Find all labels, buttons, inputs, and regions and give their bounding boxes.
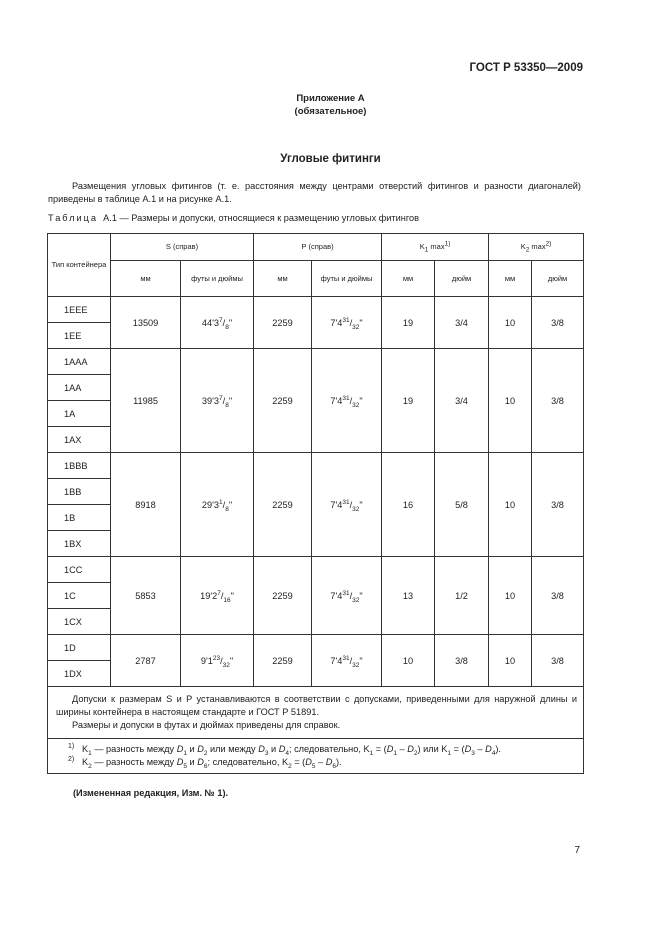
document-header: ГОСТ Р 53350—2009 <box>469 62 583 74</box>
header-p-ftin: футы и дюймы <box>312 261 382 297</box>
header-type: Тип контейнера <box>48 234 111 297</box>
k1-inch-cell: 3/4 <box>435 349 489 453</box>
header-k2-inch: дюйм <box>532 261 584 297</box>
s-mm-cell: 8918 <box>111 453 181 557</box>
fittings-table <box>47 233 584 774</box>
s-mm-cell: 5853 <box>111 557 181 635</box>
container-type-cell: 1BX <box>48 531 111 557</box>
table-row <box>48 349 584 375</box>
footnote-2: 2) $K_2$ — разность между $D_5$ и $D_6$; следовательно, $K_2 = (D_5 - D_6)$. <box>68 756 342 770</box>
table-notes <box>48 687 584 739</box>
s-mm-cell: 2787 <box>111 635 181 687</box>
s-ftin-cell: $44'3^7/_8$" <box>181 297 254 349</box>
container-type-cell: 1B <box>48 505 111 531</box>
footnote-1: 1) $K_1$ — разность между $D_1$ и $D_2$ или между $D_3$ и $D_4$; следовательно, $K_1 = (D_1 - D_2)$ или $K_1 = (D_3 - D_4)$. <box>68 743 501 757</box>
container-type-cell: 1D <box>48 635 111 661</box>
header-k1: $K_1$ $\max^{1)}$ <box>382 234 489 261</box>
k2-inch-cell: 3/8 <box>532 297 584 349</box>
header-k1-mm: мм <box>382 261 435 297</box>
p-mm-cell: 2259 <box>254 557 312 635</box>
k1-inch-cell: 3/8 <box>435 635 489 687</box>
p-mm-cell: 2259 <box>254 297 312 349</box>
k2-mm-cell: 10 <box>489 297 532 349</box>
p-mm-cell: 2259 <box>254 635 312 687</box>
s-ftin-cell: $29'3^1/_8$" <box>181 453 254 557</box>
container-type-cell: 1EEE <box>48 297 111 323</box>
k1-mm-cell: 19 <box>382 297 435 349</box>
s-mm-cell: 13509 <box>111 297 181 349</box>
s-ftin-cell: $9'1^{23}/_{32}$" <box>181 635 254 687</box>
page-number: 7 <box>574 845 580 856</box>
k2-inch-cell: 3/8 <box>532 635 584 687</box>
container-type-cell: 1A <box>48 401 111 427</box>
k2-mm-cell: 10 <box>489 557 532 635</box>
container-type-cell: 1C <box>48 583 111 609</box>
table-body <box>48 297 584 687</box>
container-type-cell: 1CX <box>48 609 111 635</box>
table-caption-number: А.1 <box>103 213 117 223</box>
k1-inch-cell: 1/2 <box>435 557 489 635</box>
header-s-mm: мм <box>111 261 181 297</box>
s-mm-cell: 11985 <box>111 349 181 453</box>
header-s-ftin: футы и дюймы <box>181 261 254 297</box>
k1-mm-cell: 16 <box>382 453 435 557</box>
note-tolerances: Допуски к размерам S и P устанавливаются в соответствии с допусками, приведенными для наружной длины и ширины контейнера в настоящем стандарте и ГОСТ Р 51891. <box>56 694 578 717</box>
header-s: S (справ) <box>111 234 254 261</box>
k2-mm-cell: 10 <box>489 635 532 687</box>
header-k2-mm: мм <box>489 261 532 297</box>
container-type-cell: 1CC <box>48 557 111 583</box>
container-type-cell: 1AAA <box>48 349 111 375</box>
k2-mm-cell: 10 <box>489 453 532 557</box>
container-type-cell: 1BBB <box>48 453 111 479</box>
table-footnotes <box>48 739 584 774</box>
container-type-cell: 1AX <box>48 427 111 453</box>
s-ftin-cell: $39'3^7/_8$" <box>181 349 254 453</box>
table-caption-prefix: Таблица <box>48 213 99 223</box>
k1-inch-cell: 3/4 <box>435 297 489 349</box>
p-ftin-cell: $7'4^{31}/_{32}$" <box>312 635 382 687</box>
p-ftin-cell: $7'4^{31}/_{32}$" <box>312 349 382 453</box>
p-ftin-cell: $7'4^{31}/_{32}$" <box>312 453 382 557</box>
k2-inch-cell: 3/8 <box>532 349 584 453</box>
table-caption <box>48 213 419 223</box>
header-k2: $K_2$ $\max^{2)}$ <box>489 234 584 261</box>
container-type-cell: 1BB <box>48 479 111 505</box>
p-ftin-cell: $7'4^{31}/_{32}$" <box>312 297 382 349</box>
header-k1-inch: дюйм <box>435 261 489 297</box>
container-type-cell: 1DX <box>48 661 111 687</box>
container-type-cell: 1AA <box>48 375 111 401</box>
edition-note: (Измененная редакция, Изм. № 1). <box>73 788 229 798</box>
note-reference: Размеры и допуски в футах и дюймах приведены для справок. <box>72 720 341 730</box>
k2-inch-cell: 3/8 <box>532 453 584 557</box>
intro-paragraph: Размещения угловых фитингов (т. е. расстояния между центрами отверстий фитингов и разности диагоналей) приведены в таблице А.1 и на рисунке А.1. <box>48 181 581 204</box>
k2-mm-cell: 10 <box>489 349 532 453</box>
k1-inch-cell: 5/8 <box>435 453 489 557</box>
p-mm-cell: 2259 <box>254 453 312 557</box>
k1-mm-cell: 13 <box>382 557 435 635</box>
annex-status: (обязательное) <box>294 106 367 117</box>
p-ftin-cell: $7'4^{31}/_{32}$" <box>312 557 382 635</box>
annex-title: Приложение А <box>296 93 365 104</box>
header-p: Р (справ) <box>254 234 382 261</box>
section-title: Угловые фитинги <box>280 153 381 165</box>
table-row <box>48 557 584 583</box>
table-row <box>48 635 584 661</box>
header-p-mm: мм <box>254 261 312 297</box>
k2-inch-cell: 3/8 <box>532 557 584 635</box>
container-type-cell: 1EE <box>48 323 111 349</box>
table-row <box>48 453 584 479</box>
k1-mm-cell: 19 <box>382 349 435 453</box>
k1-mm-cell: 10 <box>382 635 435 687</box>
table-caption-text: — Размеры и допуски, относящиеся к размещению угловых фитингов <box>119 213 419 223</box>
s-ftin-cell: $19'2^7/_{16}$" <box>181 557 254 635</box>
p-mm-cell: 2259 <box>254 349 312 453</box>
table-row <box>48 297 584 323</box>
